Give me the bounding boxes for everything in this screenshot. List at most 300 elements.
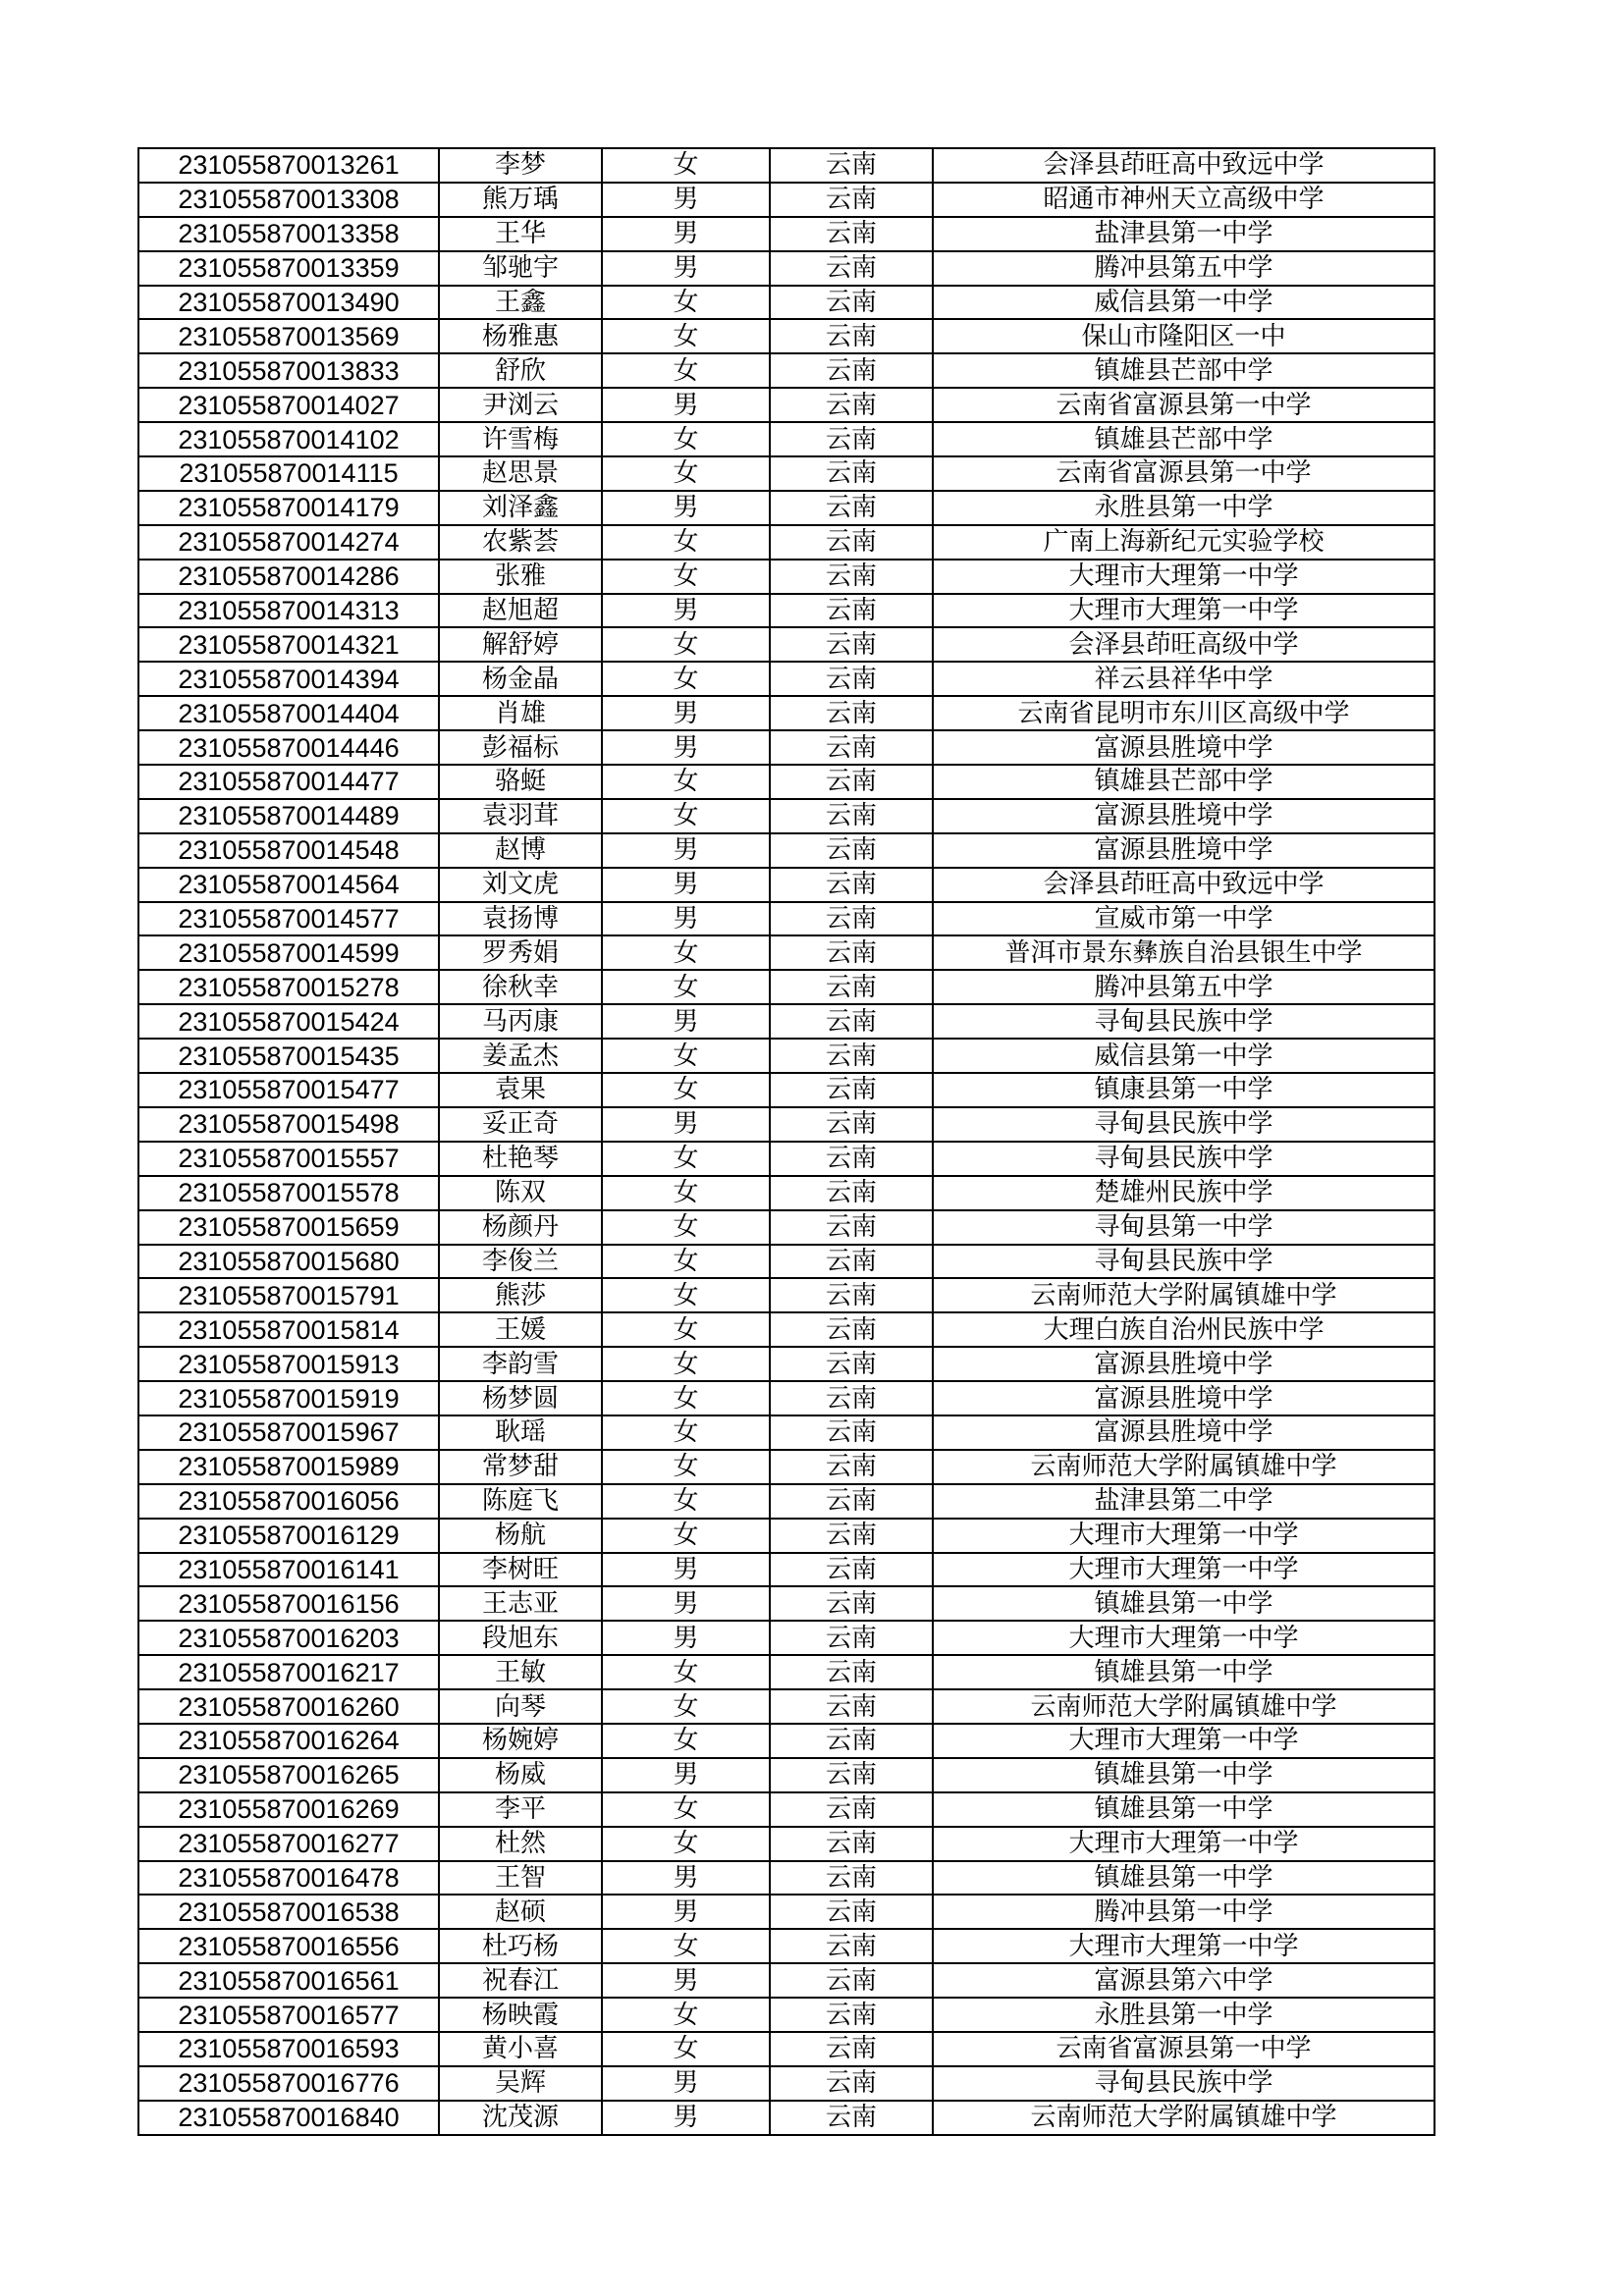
student-name-cell: 李树旺 [439,1553,602,1587]
school-cell: 镇雄县第一中学 [933,1655,1435,1689]
table-row [138,868,1435,902]
province-cell: 云南 [770,2101,933,2135]
province-cell: 云南 [770,353,933,388]
gender-cell: 女 [602,1347,770,1381]
school-cell: 威信县第一中学 [933,1039,1435,1073]
school-cell: 楚雄州民族中学 [933,1176,1435,1210]
school-cell: 寻甸县民族中学 [933,1004,1435,1039]
gender-cell: 女 [602,1312,770,1347]
province-cell: 云南 [770,1245,933,1279]
gender-cell: 男 [602,491,770,525]
province-cell: 云南 [770,1586,933,1621]
student-id-cell: 231055870015424 [138,1004,439,1039]
table-row [138,2032,1435,2066]
gender-cell: 女 [602,1176,770,1210]
province-cell: 云南 [770,1827,933,1861]
province-cell: 云南 [770,765,933,799]
table-row [138,1004,1435,1039]
student-id-cell: 231055870016265 [138,1758,439,1792]
province-cell: 云南 [770,1655,933,1689]
student-name-cell: 王智 [439,1861,602,1896]
school-cell: 大理白族自治州民族中学 [933,1312,1435,1347]
student-id-cell: 231055870015435 [138,1039,439,1073]
student-name-cell: 杨金晶 [439,662,602,696]
table-row [138,1827,1435,1861]
school-cell: 镇康县第一中学 [933,1073,1435,1107]
table-row [138,1655,1435,1689]
student-name-cell: 杜艳琴 [439,1142,602,1176]
student-name-cell: 熊万瑀 [439,183,602,217]
table-row [138,2101,1435,2135]
gender-cell: 男 [602,1621,770,1655]
gender-cell: 男 [602,217,770,251]
province-cell: 云南 [770,1073,933,1107]
school-cell: 镇雄县芒部中学 [933,422,1435,456]
table-row [138,217,1435,251]
student-id-cell: 231055870013308 [138,183,439,217]
table-row [138,353,1435,388]
student-name-cell: 熊莎 [439,1278,602,1312]
gender-cell: 男 [602,2066,770,2101]
table-row [138,319,1435,353]
province-cell: 云南 [770,1861,933,1896]
table-row [138,456,1435,491]
table-row [138,422,1435,456]
student-name-cell: 徐秋幸 [439,970,602,1004]
province-cell: 云南 [770,1553,933,1587]
student-name-cell: 黄小喜 [439,2032,602,2066]
gender-cell: 女 [602,765,770,799]
province-cell: 云南 [770,935,933,970]
school-cell: 广南上海新纪元实验学校 [933,525,1435,560]
province-cell: 云南 [770,1142,933,1176]
province-cell: 云南 [770,1724,933,1758]
student-id-cell: 231055870014313 [138,594,439,628]
student-name-cell: 妥正奇 [439,1107,602,1142]
gender-cell: 女 [602,525,770,560]
table-row [138,1039,1435,1073]
gender-cell: 女 [602,1519,770,1553]
school-cell: 腾冲县第五中学 [933,970,1435,1004]
gender-cell: 女 [602,1998,770,2032]
province-cell: 云南 [770,1792,933,1827]
student-id-cell: 231055870014394 [138,662,439,696]
student-id-cell: 231055870016538 [138,1895,439,1929]
student-id-cell: 231055870013261 [138,148,439,183]
table-row [138,1245,1435,1279]
table-row [138,183,1435,217]
school-cell: 大理市大理第一中学 [933,1621,1435,1655]
school-cell: 寻甸县民族中学 [933,1142,1435,1176]
gender-cell: 女 [602,1724,770,1758]
student-name-cell: 解舒婷 [439,627,602,662]
student-name-cell: 马丙康 [439,1004,602,1039]
table-row [138,1176,1435,1210]
student-name-cell: 陈庭飞 [439,1484,602,1519]
student-name-cell: 李梦 [439,148,602,183]
province-cell: 云南 [770,388,933,422]
province-cell: 云南 [770,148,933,183]
table-row [138,1415,1435,1450]
school-cell: 大理市大理第一中学 [933,1724,1435,1758]
province-cell: 云南 [770,1312,933,1347]
gender-cell: 女 [602,1484,770,1519]
student-id-cell: 231055870016141 [138,1553,439,1587]
province-cell: 云南 [770,2032,933,2066]
province-cell: 云南 [770,456,933,491]
school-cell: 富源县第六中学 [933,1963,1435,1998]
student-id-cell: 231055870014321 [138,627,439,662]
table-row [138,1519,1435,1553]
student-id-cell: 231055870014477 [138,765,439,799]
student-id-cell: 231055870016577 [138,1998,439,2032]
province-cell: 云南 [770,1621,933,1655]
school-cell: 大理市大理第一中学 [933,594,1435,628]
province-cell: 云南 [770,970,933,1004]
gender-cell: 男 [602,696,770,730]
gender-cell: 女 [602,1655,770,1689]
student-id-cell: 231055870013833 [138,353,439,388]
student-id-cell: 231055870015919 [138,1381,439,1415]
student-id-cell: 231055870015578 [138,1176,439,1210]
table-row [138,696,1435,730]
student-id-cell: 231055870014599 [138,935,439,970]
student-name-cell: 祝春江 [439,1963,602,1998]
school-cell: 富源县胜境中学 [933,730,1435,765]
school-cell: 威信县第一中学 [933,286,1435,320]
table-row [138,560,1435,594]
gender-cell: 女 [602,970,770,1004]
student-name-cell: 尹浏云 [439,388,602,422]
gender-cell: 女 [602,662,770,696]
student-id-cell: 231055870015498 [138,1107,439,1142]
student-id-cell: 231055870013490 [138,286,439,320]
table-row [138,1586,1435,1621]
school-cell: 大理市大理第一中学 [933,560,1435,594]
school-cell: 镇雄县第一中学 [933,1861,1435,1896]
gender-cell: 男 [602,388,770,422]
province-cell: 云南 [770,183,933,217]
gender-cell: 女 [602,1245,770,1279]
school-cell: 盐津县第二中学 [933,1484,1435,1519]
student-name-cell: 刘文虎 [439,868,602,902]
gender-cell: 女 [602,1039,770,1073]
school-cell: 祥云县祥华中学 [933,662,1435,696]
gender-cell: 女 [602,1450,770,1484]
student-id-cell: 231055870015913 [138,1347,439,1381]
school-cell: 寻甸县民族中学 [933,2066,1435,2101]
table-row [138,148,1435,183]
gender-cell: 女 [602,319,770,353]
school-cell: 会泽县茚旺高中致远中学 [933,868,1435,902]
gender-cell: 男 [602,1895,770,1929]
school-cell: 寻甸县民族中学 [933,1107,1435,1142]
school-cell: 腾冲县第五中学 [933,251,1435,286]
student-id-cell: 231055870016478 [138,1861,439,1896]
student-name-cell: 耿瑶 [439,1415,602,1450]
province-cell: 云南 [770,319,933,353]
student-id-cell: 231055870014577 [138,902,439,936]
school-cell: 昭通市神州天立高级中学 [933,183,1435,217]
student-id-cell: 231055870014102 [138,422,439,456]
province-cell: 云南 [770,1689,933,1724]
student-name-cell: 骆蜓 [439,765,602,799]
table-row [138,1210,1435,1245]
school-cell: 富源县胜境中学 [933,1415,1435,1450]
gender-cell: 男 [602,251,770,286]
province-cell: 云南 [770,730,933,765]
student-name-cell: 姜孟杰 [439,1039,602,1073]
province-cell: 云南 [770,1381,933,1415]
student-name-cell: 许雪梅 [439,422,602,456]
student-id-cell: 231055870014548 [138,833,439,868]
province-cell: 云南 [770,1347,933,1381]
gender-cell: 女 [602,1827,770,1861]
student-name-cell: 杨颜丹 [439,1210,602,1245]
student-name-cell: 赵博 [439,833,602,868]
student-name-cell: 王媛 [439,1312,602,1347]
gender-cell: 男 [602,594,770,628]
province-cell: 云南 [770,868,933,902]
student-id-cell: 231055870015814 [138,1312,439,1347]
province-cell: 云南 [770,1176,933,1210]
student-id-cell: 231055870015791 [138,1278,439,1312]
student-id-cell: 231055870016217 [138,1655,439,1689]
student-id-cell: 231055870016056 [138,1484,439,1519]
table-row [138,1963,1435,1998]
gender-cell: 女 [602,148,770,183]
student-name-cell: 李平 [439,1792,602,1827]
student-name-cell: 杨婉婷 [439,1724,602,1758]
school-cell: 大理市大理第一中学 [933,1929,1435,1963]
student-name-cell: 王敏 [439,1655,602,1689]
student-name-cell: 王鑫 [439,286,602,320]
student-id-cell: 231055870015477 [138,1073,439,1107]
school-cell: 会泽县茚旺高级中学 [933,627,1435,662]
student-name-cell: 赵思景 [439,456,602,491]
table-row [138,1142,1435,1176]
table-row [138,1724,1435,1758]
province-cell: 云南 [770,1415,933,1450]
student-name-cell: 邹驰宇 [439,251,602,286]
school-cell: 云南省富源县第一中学 [933,456,1435,491]
gender-cell: 男 [602,1004,770,1039]
school-cell: 云南师范大学附属镇雄中学 [933,2101,1435,2135]
student-id-cell: 231055870016203 [138,1621,439,1655]
school-cell: 云南师范大学附属镇雄中学 [933,1450,1435,1484]
school-cell: 腾冲县第一中学 [933,1895,1435,1929]
gender-cell: 女 [602,1210,770,1245]
school-cell: 保山市隆阳区一中 [933,319,1435,353]
student-id-cell: 231055870015680 [138,1245,439,1279]
table-row [138,1998,1435,2032]
gender-cell: 女 [602,1929,770,1963]
school-cell: 大理市大理第一中学 [933,1519,1435,1553]
school-cell: 寻甸县民族中学 [933,1245,1435,1279]
student-name-cell: 刘泽鑫 [439,491,602,525]
table-row [138,594,1435,628]
student-name-cell: 段旭东 [439,1621,602,1655]
student-name-cell: 袁羽茸 [439,799,602,833]
table-row [138,833,1435,868]
student-id-cell: 231055870015659 [138,1210,439,1245]
student-name-cell: 向琴 [439,1689,602,1724]
province-cell: 云南 [770,1929,933,1963]
student-name-cell: 赵旭超 [439,594,602,628]
student-name-cell: 赵硕 [439,1895,602,1929]
school-cell: 会泽县茚旺高中致远中学 [933,148,1435,183]
student-name-cell: 张雅 [439,560,602,594]
province-cell: 云南 [770,525,933,560]
school-cell: 富源县胜境中学 [933,1347,1435,1381]
gender-cell: 女 [602,1073,770,1107]
student-name-cell: 杨梦圆 [439,1381,602,1415]
school-cell: 永胜县第一中学 [933,491,1435,525]
province-cell: 云南 [770,1210,933,1245]
table-row [138,970,1435,1004]
province-cell: 云南 [770,560,933,594]
roster-table [137,147,1435,2136]
gender-cell: 女 [602,1142,770,1176]
province-cell: 云南 [770,1519,933,1553]
province-cell: 云南 [770,1450,933,1484]
school-cell: 云南师范大学附属镇雄中学 [933,1278,1435,1312]
student-id-cell: 231055870013569 [138,319,439,353]
student-id-cell: 231055870014286 [138,560,439,594]
table-row [138,1553,1435,1587]
gender-cell: 男 [602,902,770,936]
gender-cell: 女 [602,799,770,833]
gender-cell: 女 [602,1415,770,1450]
province-cell: 云南 [770,422,933,456]
gender-cell: 女 [602,1689,770,1724]
student-name-cell: 王华 [439,217,602,251]
student-name-cell: 杨映霞 [439,1998,602,2032]
table-row [138,935,1435,970]
roster-body [138,148,1435,2135]
table-row [138,251,1435,286]
province-cell: 云南 [770,627,933,662]
gender-cell: 男 [602,833,770,868]
gender-cell: 男 [602,1758,770,1792]
student-id-cell: 231055870014404 [138,696,439,730]
table-row [138,799,1435,833]
student-id-cell: 231055870016260 [138,1689,439,1724]
student-name-cell: 杨航 [439,1519,602,1553]
table-row [138,1381,1435,1415]
student-name-cell: 袁果 [439,1073,602,1107]
table-row [138,730,1435,765]
student-name-cell: 常梦甜 [439,1450,602,1484]
province-cell: 云南 [770,1278,933,1312]
province-cell: 云南 [770,1895,933,1929]
student-name-cell: 李俊兰 [439,1245,602,1279]
student-id-cell: 231055870016264 [138,1724,439,1758]
student-name-cell: 沈茂源 [439,2101,602,2135]
province-cell: 云南 [770,594,933,628]
school-cell: 镇雄县第一中学 [933,1792,1435,1827]
student-id-cell: 231055870014179 [138,491,439,525]
student-name-cell: 舒欣 [439,353,602,388]
province-cell: 云南 [770,1758,933,1792]
student-id-cell: 231055870016277 [138,1827,439,1861]
student-name-cell: 吴辉 [439,2066,602,2101]
province-cell: 云南 [770,696,933,730]
student-name-cell: 杜然 [439,1827,602,1861]
province-cell: 云南 [770,491,933,525]
school-cell: 云南省富源县第一中学 [933,2032,1435,2066]
school-cell: 宣威市第一中学 [933,902,1435,936]
school-cell: 永胜县第一中学 [933,1998,1435,2032]
gender-cell: 男 [602,1861,770,1896]
student-id-cell: 231055870015967 [138,1415,439,1450]
student-id-cell: 231055870016593 [138,2032,439,2066]
student-name-cell: 杨雅惠 [439,319,602,353]
student-id-cell: 231055870016156 [138,1586,439,1621]
student-name-cell: 王志亚 [439,1586,602,1621]
gender-cell: 女 [602,560,770,594]
student-name-cell: 农紫荟 [439,525,602,560]
gender-cell: 女 [602,1278,770,1312]
table-row [138,2066,1435,2101]
table-row [138,1758,1435,1792]
table-row [138,627,1435,662]
province-cell: 云南 [770,217,933,251]
table-row [138,491,1435,525]
gender-cell: 女 [602,286,770,320]
province-cell: 云南 [770,833,933,868]
province-cell: 云南 [770,799,933,833]
student-id-cell: 231055870014027 [138,388,439,422]
province-cell: 云南 [770,1963,933,1998]
table-row [138,1278,1435,1312]
gender-cell: 男 [602,1586,770,1621]
table-row [138,286,1435,320]
student-id-cell: 231055870016840 [138,2101,439,2135]
school-cell: 寻甸县第一中学 [933,1210,1435,1245]
gender-cell: 女 [602,353,770,388]
school-cell: 云南省富源县第一中学 [933,388,1435,422]
student-id-cell: 231055870016561 [138,1963,439,1998]
province-cell: 云南 [770,1484,933,1519]
student-name-cell: 李韵雪 [439,1347,602,1381]
province-cell: 云南 [770,1039,933,1073]
gender-cell: 女 [602,1792,770,1827]
table-row [138,1484,1435,1519]
table-row [138,902,1435,936]
gender-cell: 女 [602,422,770,456]
table-row [138,1312,1435,1347]
student-id-cell: 231055870015989 [138,1450,439,1484]
student-id-cell: 231055870016129 [138,1519,439,1553]
province-cell: 云南 [770,286,933,320]
province-cell: 云南 [770,1004,933,1039]
table-row [138,1347,1435,1381]
table-row [138,1895,1435,1929]
table-row [138,1929,1435,1963]
gender-cell: 男 [602,1963,770,1998]
table-row [138,662,1435,696]
gender-cell: 女 [602,935,770,970]
province-cell: 云南 [770,902,933,936]
province-cell: 云南 [770,1998,933,2032]
student-id-cell: 231055870016556 [138,1929,439,1963]
student-id-cell: 231055870016776 [138,2066,439,2101]
province-cell: 云南 [770,1107,933,1142]
table-row [138,1073,1435,1107]
student-name-cell: 杜巧杨 [439,1929,602,1963]
table-row [138,1107,1435,1142]
